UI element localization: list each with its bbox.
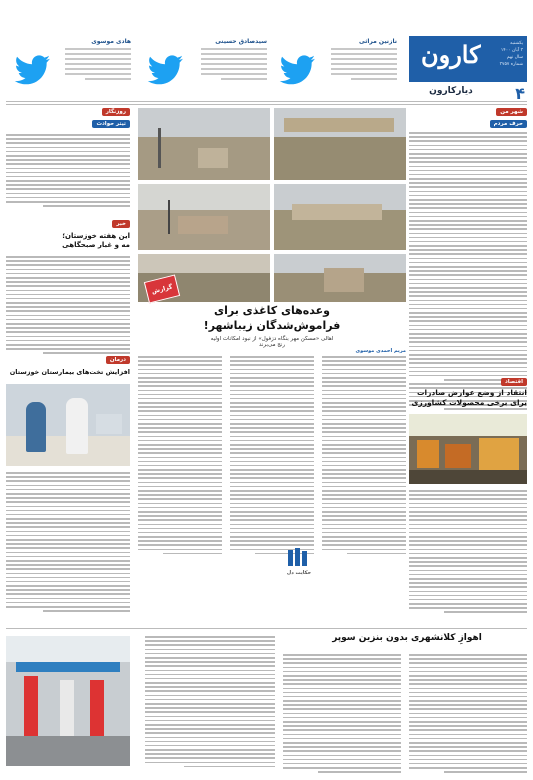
tweet-author: هادی موسوی (91, 38, 131, 45)
byline: مریم احمدی موسوی (355, 348, 406, 354)
news-brief-text (6, 134, 130, 209)
label-shahr-man: شهر من (496, 108, 527, 116)
main-subheadline: اهالی «مسکن مهر بنگاه دزفول» از نبود امکانات اولیه رنج می‌برند (210, 336, 334, 348)
bottom-text-col-3 (145, 636, 275, 770)
masthead (409, 36, 527, 102)
feature-photo-6 (274, 254, 406, 302)
books-icon (288, 548, 308, 568)
main-headline: وعده‌های کاغذی برای فراموش‌شدگان زیباشهر! (203, 304, 341, 332)
tweet-column (273, 36, 399, 102)
main-text-col-3 (138, 356, 222, 557)
hospital-headline: افزایش تخت‌های بیمارستان خوزستان (9, 368, 130, 376)
gas-station-photo (6, 636, 130, 766)
bottom-headline: اهوازِ کلانشهری بدون بنزین سوپر (332, 633, 482, 643)
rahyab-label: حکایت دل (286, 570, 312, 576)
tweet-column (6, 36, 133, 102)
issue-meta: یکشنبه ۳ آبان ۱۴۰۰ سال نهم شماره ۳۷۵۷ (499, 41, 523, 67)
label-eghtesad: اقتصاد (501, 378, 527, 386)
twitter-bird-icon (279, 54, 317, 86)
main-feature (138, 108, 406, 578)
tweet-text (65, 48, 131, 83)
label-harf-mardom: حرف مردم (490, 120, 527, 128)
letters-text (409, 132, 527, 413)
right-column (409, 108, 527, 628)
weather-headline: این هفته خوزستان؛ مه و غبار صبحگاهی (62, 232, 130, 250)
twitter-bird-icon (147, 54, 185, 86)
left-column (6, 108, 130, 628)
feature-photo-2 (274, 108, 406, 180)
tweet-text (331, 48, 397, 83)
twitter-bird-icon (14, 54, 52, 86)
export-headline: انتقاد از وضع عوارض صادرات برای برخی محصولات کشاورزی (411, 388, 527, 408)
export-photo (409, 414, 527, 484)
feature-photo-1 (138, 108, 270, 180)
section-title: دیارکارون (429, 86, 473, 96)
main-text-col-1 (322, 356, 406, 557)
logo: کارون (421, 40, 481, 69)
bottom-text-col-2 (283, 654, 401, 775)
bottom-text-col-1 (409, 654, 527, 775)
tweet-text (201, 48, 267, 83)
hospital-photo (6, 384, 130, 466)
tweet-column (137, 36, 269, 102)
label-dorman: درمان (106, 356, 130, 364)
tweet-author: سیدصادق حسینی (215, 38, 267, 45)
label-khabar: خبر (112, 220, 130, 228)
main-text-col-2 (230, 356, 314, 557)
hospital-text (6, 472, 130, 614)
feature-photo-4 (274, 184, 406, 250)
tweet-author: نازنین مراثی (359, 38, 397, 45)
feature-photo-3 (138, 184, 270, 250)
export-text (409, 490, 527, 616)
label-tir-havades: تیتر حوادث (92, 120, 130, 128)
weather-text (6, 256, 130, 357)
report-stamp: گزارش (144, 274, 180, 303)
bottom-section (6, 632, 527, 774)
page-number: ۴ (515, 84, 525, 103)
label-roozegar: روزنگار (102, 108, 130, 116)
logo-box (409, 36, 527, 82)
